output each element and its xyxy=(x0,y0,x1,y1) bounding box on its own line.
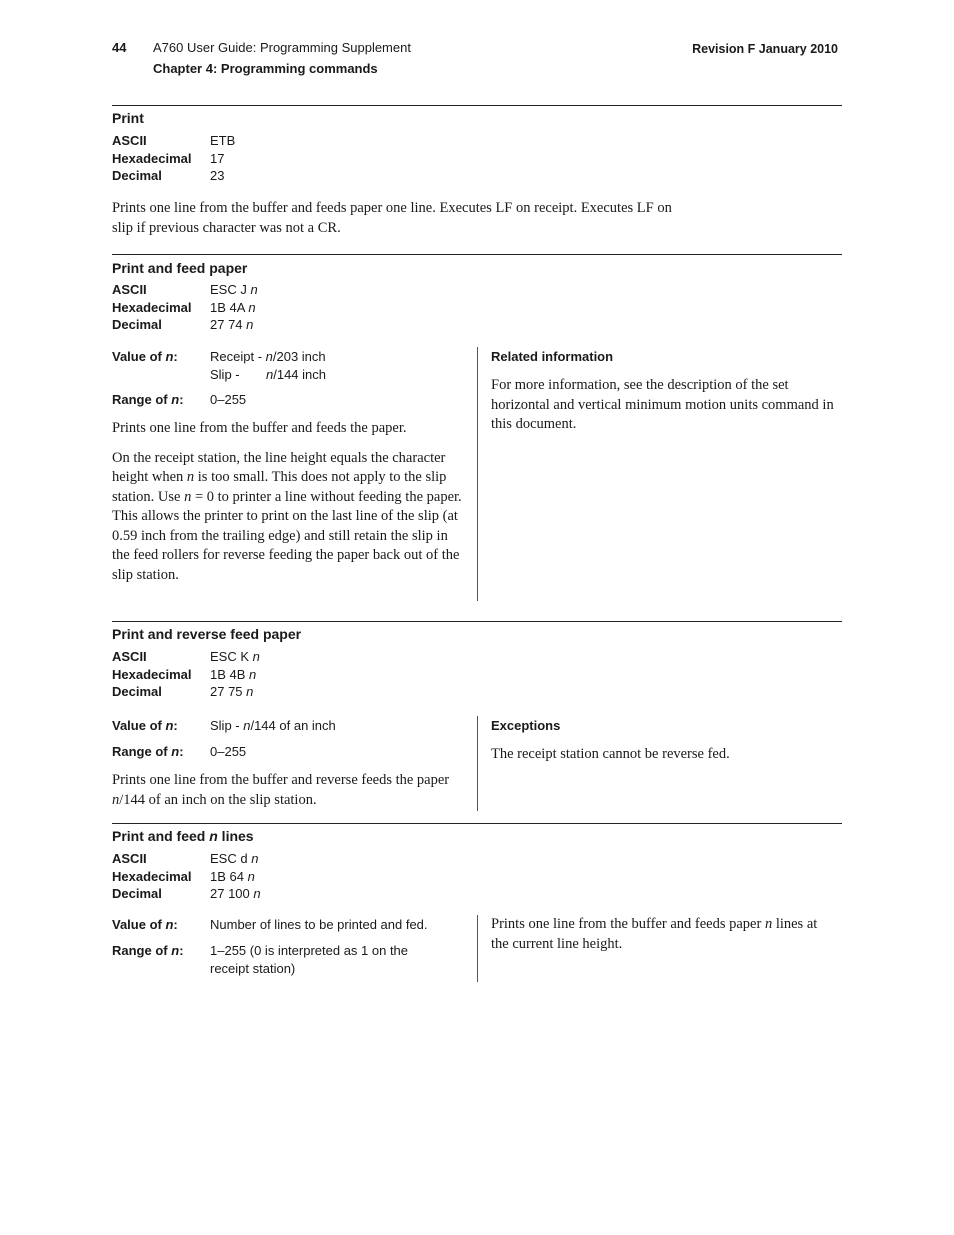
n-variable: n xyxy=(112,791,120,808)
chapter-title: Chapter 4: Programming commands xyxy=(153,61,378,76)
side-text: For more information, see the description of the set horizontal and vertical minimum motion units command in this document. xyxy=(491,377,834,432)
side-text xyxy=(491,915,836,954)
range-of-label: Range of xyxy=(112,943,172,958)
n-variable: n xyxy=(246,317,254,332)
range-value: 0–255 xyxy=(210,392,247,407)
decimal-label: Decimal xyxy=(112,168,162,183)
side-title-exceptions: Exceptions xyxy=(491,718,561,733)
code-table xyxy=(112,648,260,701)
section-description xyxy=(112,419,464,585)
ascii-label: ASCII xyxy=(112,282,147,297)
hex-label: Hexadecimal xyxy=(112,868,192,884)
ascii-value: ETB xyxy=(210,133,236,148)
slip-prefix: Slip - xyxy=(210,718,244,733)
n-variable: n xyxy=(764,916,773,932)
decimal-value: 27 100 xyxy=(210,886,254,901)
hex-value: 1B 4A xyxy=(210,299,249,315)
column-divider xyxy=(477,347,478,601)
decimal-label: Decimal xyxy=(112,317,162,332)
value-of-label: Value of xyxy=(112,718,166,733)
n-variable: n xyxy=(247,868,255,884)
page-number: 44 xyxy=(112,40,127,55)
colon: : xyxy=(179,392,184,407)
hex-value: 1B 64 xyxy=(210,868,248,884)
colon: : xyxy=(179,744,184,759)
receipt-prefix: Receipt - xyxy=(210,349,266,364)
n-variable: n xyxy=(165,917,174,932)
value-of-n xyxy=(112,348,326,384)
hex-label: Hexadecimal xyxy=(112,299,192,315)
range-of-label: Range of xyxy=(112,744,172,759)
text-run: On the receipt station, the line height equals the character height when xyxy=(112,449,446,485)
section-divider xyxy=(112,105,842,106)
text-run: Prints one line from the buffer and reverse feeds the paper xyxy=(112,772,450,788)
description-paragraph xyxy=(112,449,464,586)
ascii-value: ESC d xyxy=(210,851,252,866)
n-variable: n xyxy=(253,886,261,901)
section-title-reverse-feed: Print and reverse feed paper xyxy=(112,626,302,642)
n-variable: n xyxy=(165,349,174,364)
decimal-value: 27 74 xyxy=(210,317,247,332)
n-variable: n xyxy=(250,282,258,297)
colon: : xyxy=(179,943,184,958)
decimal-value: 27 75 xyxy=(210,684,247,699)
value-text: Number of lines to be printed and fed. xyxy=(210,917,428,932)
colon: : xyxy=(173,349,178,364)
text-run: /144 of an inch on the slip station. xyxy=(119,791,317,808)
slip-prefix: Slip - xyxy=(210,367,240,382)
n-variable: n xyxy=(266,367,274,382)
n-variable: n xyxy=(243,718,251,733)
range-of-n xyxy=(112,942,435,978)
n-variable: n xyxy=(246,684,254,699)
n-variable: n xyxy=(186,469,195,485)
n-variable: n xyxy=(248,299,256,315)
column-divider xyxy=(477,915,478,982)
code-table xyxy=(112,850,261,903)
ascii-label: ASCII xyxy=(112,133,147,148)
range-value: 0–255 xyxy=(210,744,247,759)
side-title-related-information: Related information xyxy=(491,349,614,364)
code-table xyxy=(112,132,235,185)
hex-value: 1B 4B xyxy=(210,666,250,682)
ascii-label: ASCII xyxy=(112,649,147,664)
value-of-n xyxy=(112,717,336,735)
guide-title: A760 User Guide: Programming Supplement xyxy=(153,40,411,55)
hex-label: Hexadecimal xyxy=(112,666,192,682)
value-text: /144 of an inch xyxy=(250,718,336,733)
value-of-label: Value of xyxy=(112,349,166,364)
section-description xyxy=(112,199,732,238)
title-run: Print and feed xyxy=(112,828,210,844)
range-of-n xyxy=(112,743,246,761)
description-paragraph: Prints one line from the buffer and feeds the paper. xyxy=(112,420,407,436)
n-variable: n xyxy=(171,744,180,759)
code-table xyxy=(112,281,258,334)
section-title-print: Print xyxy=(112,110,144,126)
value-of-label: Value of xyxy=(112,917,166,932)
text-run: lines at the current line height. xyxy=(491,916,818,952)
ascii-label: ASCII xyxy=(112,851,147,866)
n-variable: n xyxy=(184,488,192,505)
range-of-n xyxy=(112,391,246,409)
ascii-value: ESC K xyxy=(210,649,253,664)
n-variable: n xyxy=(165,718,174,733)
section-divider xyxy=(112,621,842,622)
section-divider xyxy=(112,823,842,824)
revision-label: Revision F January 2010 xyxy=(692,42,838,56)
n-variable: n xyxy=(249,666,257,682)
range-of-label: Range of xyxy=(112,392,172,407)
n-variable: n xyxy=(171,943,180,958)
colon: : xyxy=(173,718,178,733)
receipt-value: /203 inch xyxy=(272,349,326,364)
hex-value: 17 xyxy=(210,150,225,166)
n-variable: n xyxy=(251,851,259,866)
slip-value: /144 inch xyxy=(273,367,326,382)
colon: : xyxy=(173,917,178,932)
side-text: The receipt station cannot be reverse fed. xyxy=(491,746,730,762)
title-run: lines xyxy=(217,828,254,844)
range-value: 1–255 (0 is interpreted as 1 on the receipt station) xyxy=(210,943,409,976)
description-line: slip if previous character was not a CR. xyxy=(112,219,341,236)
section-description xyxy=(112,771,464,810)
decimal-value: 23 xyxy=(210,168,225,183)
section-divider xyxy=(112,254,842,255)
n-variable: n xyxy=(171,392,180,407)
n-variable: n xyxy=(265,349,273,364)
text-run: = 0 to printer a line without feeding the paper. This allows the printer to print on the last line of the slip (at 0.59 inch from the trailing edge) and still retain the slip in the feed rollers for reverse feeding the paper back out of the slip station. xyxy=(112,488,462,583)
description-paragraph xyxy=(112,771,464,810)
section-title-print-and-feed-paper: Print and feed paper xyxy=(112,260,248,276)
ascii-value: ESC J xyxy=(210,282,251,297)
description-line: Prints one line from the buffer and feeds paper one line. Executes LF on receipt. Executes LF on xyxy=(112,200,672,216)
text-run: Prints one line from the buffer and feeds paper xyxy=(491,916,765,932)
hex-label: Hexadecimal xyxy=(112,150,192,166)
text-run: is too small. This does not apply to the slip station. Use xyxy=(112,469,447,505)
column-divider xyxy=(477,716,478,811)
n-variable: n xyxy=(209,828,218,844)
value-of-n xyxy=(112,916,428,934)
decimal-label: Decimal xyxy=(112,886,162,901)
decimal-label: Decimal xyxy=(112,684,162,699)
section-title-feed-n-lines xyxy=(112,828,254,844)
n-variable: n xyxy=(252,649,260,664)
